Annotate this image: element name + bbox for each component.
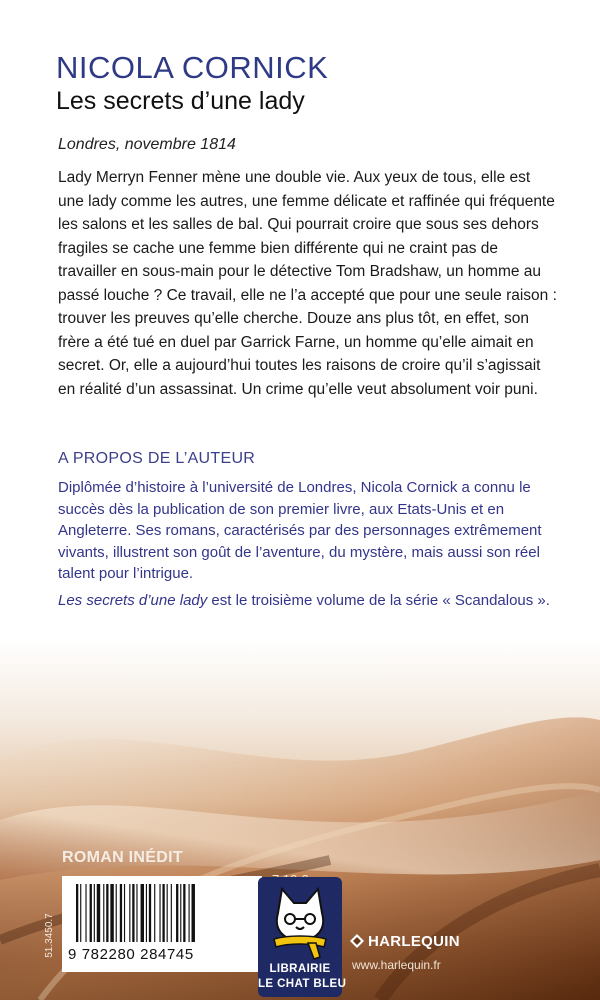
barcode-bar	[124, 884, 125, 942]
series-book-title: Les secrets d’une lady	[58, 592, 208, 609]
barcode-bar	[141, 884, 144, 942]
cat-mascot-icon	[268, 883, 332, 961]
barcode-bar	[110, 884, 113, 942]
barcode-bar	[149, 884, 151, 942]
roman-inedit-label: ROMAN INÉDIT	[62, 849, 183, 866]
place-and-date: Londres, novembre 1814	[58, 136, 236, 153]
series-note-text: est le troisième volume de la série « Scandalous ».	[207, 592, 550, 609]
book-title: Les secrets d’une lady	[56, 87, 305, 115]
barcode-bar	[120, 884, 122, 942]
product-code: 51.3450.7	[43, 913, 55, 958]
barcode-bar	[129, 884, 130, 942]
barcode-bar	[176, 884, 178, 942]
author-name: NICOLA CORNICK	[56, 50, 329, 85]
about-author-heading: A PROPOS DE L’AUTEUR	[58, 450, 256, 467]
barcode-bar	[171, 884, 172, 942]
barcode-bar	[76, 884, 78, 942]
barcode-bar	[136, 884, 137, 942]
barcode-bar	[85, 884, 86, 942]
barcode-bar	[167, 884, 168, 942]
barcode-panel	[62, 876, 262, 972]
publisher-name: HARLEQUIN	[368, 933, 460, 950]
barcode-bar	[103, 884, 104, 942]
barcode-bar	[180, 884, 181, 942]
librairie-watermark-badge	[258, 877, 347, 997]
publisher-url: www.harlequin.fr	[352, 958, 441, 972]
barcode-bar	[106, 884, 108, 942]
isbn-number: 9 782280 284745	[68, 946, 194, 963]
series-note	[58, 590, 588, 612]
barcode-bar	[183, 884, 185, 942]
barcode-bar	[189, 884, 190, 942]
watermark-line2: LE CHAT BLEU	[258, 978, 347, 990]
barcode-bar	[159, 884, 160, 942]
barcode-bars	[76, 884, 256, 946]
watermark-line1: LIBRAIRIE	[269, 963, 331, 975]
barcode-bar	[154, 884, 155, 942]
barcode-bar	[116, 884, 117, 942]
barcode-bar	[162, 884, 164, 942]
barcode-bar	[146, 884, 147, 942]
barcode-bar	[192, 884, 195, 942]
barcode-bar	[132, 884, 134, 942]
barcode-bar	[80, 884, 81, 942]
author-bio: Diplômée d’histoire à l’université de Londres, Nicola Cornick a connu le succès dès la publication de son premier livre, aux Etats-Unis et en Angleterre. Ses romans, caractérisés par des personnages extrêmement vivants, illustrent son goût de l’aventure, du mystère, mais aussi son réel talent pour l’intrigue.	[58, 479, 542, 582]
barcode-bar	[94, 884, 95, 942]
barcode-bar	[97, 884, 100, 942]
barcode-bar	[90, 884, 92, 942]
synopsis-paragraph: Lady Merryn Fenner mène une double vie. Aux yeux de tous, elle est une lady comme les autres, une femme délicate et raffinée qui fréquente les salons et les salles de bal. Qui pourrait croire que sous ses dehors fragiles se cache une femme bien différente qui ne craint pas de travailler en sous-main pour le détective Tom Bradshaw, un homme au passé louche ? Ce travail, elle ne l’a accepté que pour une seule raison : trouver les preuves qu’elle cherche. Douze ans plus tôt, en effet, son frère a été tué en duel par Garrick Farne, un homme qu’elle aimait en secret. Or, elle a aujourd’hui toutes les raisons de croire qu’il s’agissait en réalité d’un assassinat. Un crime qu’elle veut absolument voir puni.	[58, 169, 557, 398]
harlequin-diamond-icon	[350, 934, 364, 948]
